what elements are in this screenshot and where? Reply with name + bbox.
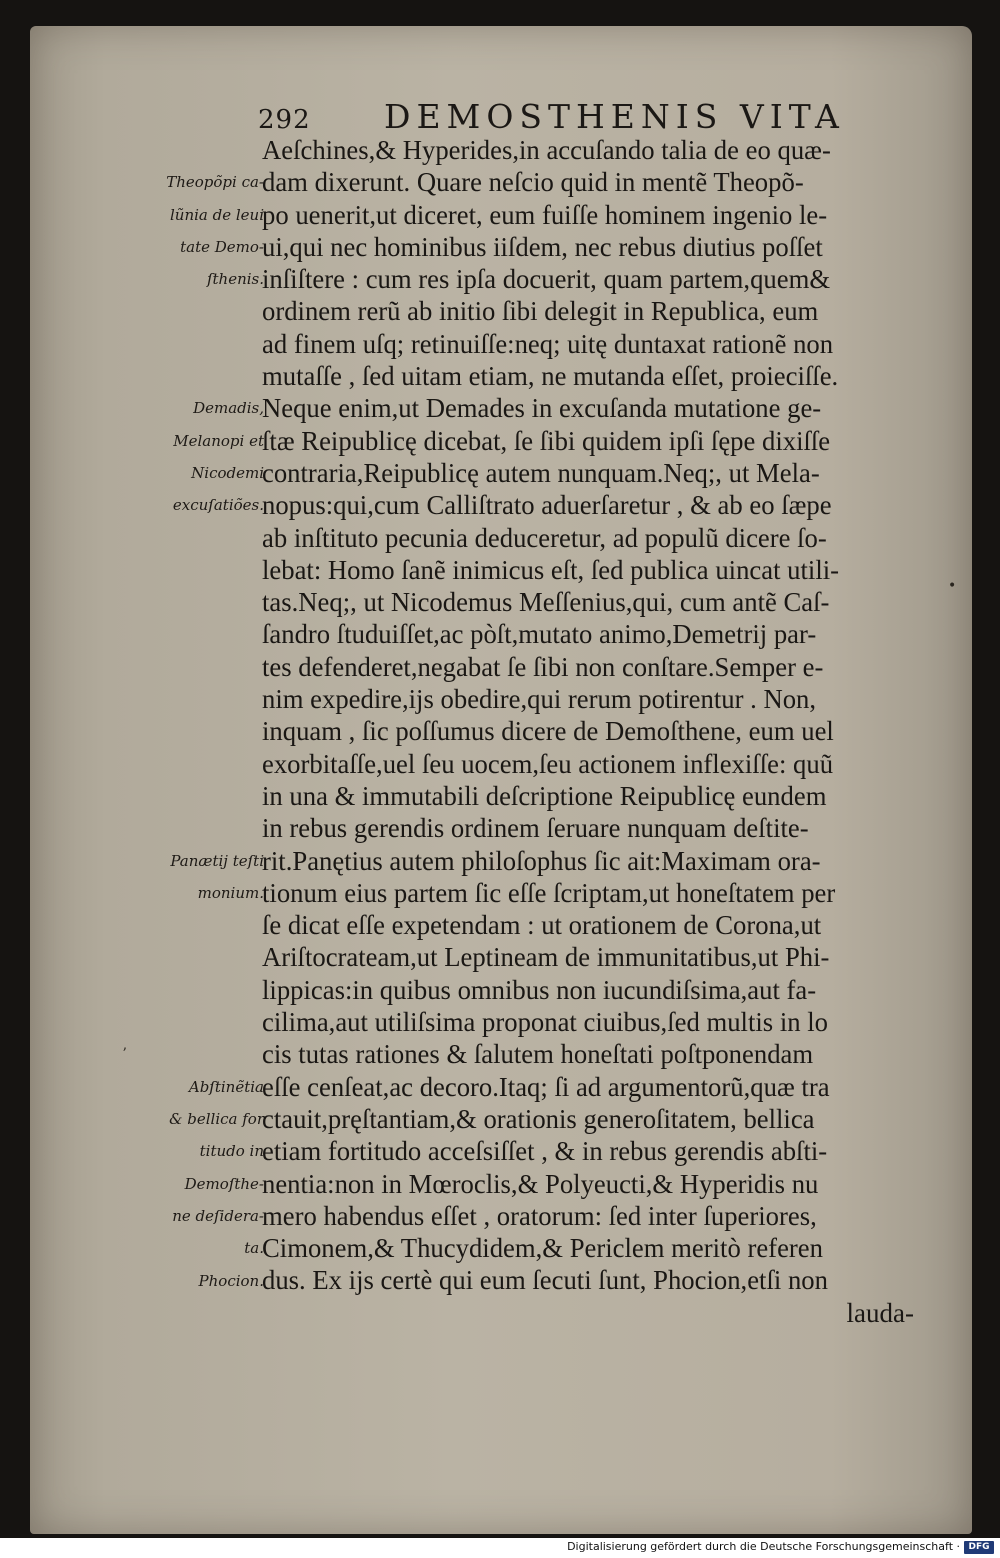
text-line: eſſe cenſeat,ac decoro.Itaq; ſi ad argumentorũ,quæ tra xyxy=(262,1071,830,1102)
text-line: cis tutas rationes & ſalutem honeſtati poſtponendam xyxy=(262,1039,814,1070)
text-line: ad finem uſq; retinuiſſe:neq; uitę duntaxat rationẽ non xyxy=(262,328,834,359)
marginal-note-line: lũnia de leui xyxy=(169,205,264,224)
text-line: Ariſtocrateam,ut Leptineam de immunitatibus,ut Phi- xyxy=(262,942,830,973)
text-line: ſtæ Reipublicę dicebat, ſe ſibi quidem ipſi ſępe dixiſſe xyxy=(262,425,831,456)
text-line: lauda- xyxy=(846,1297,914,1328)
text-line: ordinem rerũ ab initio ſibi delegit in Republica, eum xyxy=(262,296,819,327)
marginal-note xyxy=(110,1265,264,1297)
marginal-note-line: excuſatiões. xyxy=(172,496,264,515)
marginal-note-line: ne deſidera- xyxy=(172,1206,264,1225)
page-number: 292 xyxy=(258,105,311,135)
text-line: Neque enim,ut Demades in excuſanda mutatione ge- xyxy=(262,393,822,424)
marginal-note-line: monium. xyxy=(197,883,264,902)
marginal-note xyxy=(110,166,264,295)
marginal-note-line: titudo in xyxy=(199,1142,264,1161)
footer-bar xyxy=(0,1538,1000,1558)
running-head xyxy=(0,95,1000,135)
text-line: inquam , ſic poſſumus dicere de Demoſthene, eum uel xyxy=(262,716,834,747)
text-line: ſe dicat eſſe expetendam : ut orationem de Corona,ut xyxy=(262,910,822,941)
running-title: DEMOSTHENIS VITA xyxy=(384,97,845,136)
stray-ink-mark: ʼ xyxy=(122,1046,127,1062)
text-line: nim expedire,ijs obedire,qui rerum potirentur . Non, xyxy=(262,684,817,715)
text-line: in una & immutabili deſcriptione Reipublicę eundem xyxy=(262,780,827,811)
marginal-note-line: Nicodemi xyxy=(191,463,264,482)
text-line: ſandro ſtuduiſſet,ac pòſt,mutato animo,Demetrij par- xyxy=(262,619,817,650)
body-text xyxy=(262,134,922,1329)
text-line: ui,qui nec hominibus iiſdem, nec rebus diutius poſſet xyxy=(262,231,823,262)
text-line: po uenerit,ut diceret, eum fuiſſe hominem ingenio le- xyxy=(262,199,828,230)
text-line: Cimonem,& Thucydidem,& Periclem meritò referen xyxy=(262,1233,823,1264)
text-line: mutaſſe , ſed uitam etiam, ne mutanda eſſet, proieciſſe. xyxy=(262,361,839,392)
text-line: rit.Panętius autem philoſophus ſic ait:Maximam ora- xyxy=(262,845,821,876)
text-line: lebat: Homo ſanẽ inimicus eſt, ſed publica uincat utili- xyxy=(262,554,840,585)
text-line: etiam fortitudo acceſsiſſet , & in rebus gerendis abſti- xyxy=(262,1136,828,1167)
text-line: ctauit,pręſtantiam,& orationis generoſitatem, bellica xyxy=(262,1103,815,1134)
text-line: nentia:non in Mœroclis,& Polyeucti,& Hyperidis nu xyxy=(262,1168,819,1199)
text-line: in rebus gerendis ordinem ſeruare nunquam deſtite- xyxy=(262,813,809,844)
marginal-note-line: Demoſthe- xyxy=(184,1174,264,1193)
marginal-note-line: ta. xyxy=(244,1239,264,1258)
text-line: lippicas:in quibus omnibus non iucundiſsima,aut fa- xyxy=(262,974,817,1005)
text-line: mero habendus eſſet , oratorum: ſed inter ſuperiores, xyxy=(262,1200,817,1231)
funding-credit: Digitalisierung gefördert durch die Deutsche Forschungsgemeinschaft · xyxy=(567,1540,960,1553)
marginal-note-line: Phocion. xyxy=(198,1271,264,1290)
text-line: Aeſchines,& Hyperides,in accuſando talia de eo quæ- xyxy=(262,135,831,165)
text-line: nopus:qui,cum Calliſtrato aduerſaretur , & ab eo ſæpe xyxy=(262,490,832,521)
text-line: inſiſtere : cum res ipſa docuerit, quam partem,quem& xyxy=(262,264,831,295)
text-line: ab inſtituto pecunia deduceretur, ad populũ dicere ſo- xyxy=(262,522,827,553)
marginal-note-line: tate Demo- xyxy=(180,237,264,256)
text-line: dam dixerunt. Quare neſcio quid in mentẽ Theopõ- xyxy=(262,167,804,198)
text-line: cilima,aut utiliſsima proponat ciuibus,ſed multis in lo xyxy=(262,1007,828,1038)
text-line: tes defenderet,negabat ſe ſibi non conſtare.Semper e- xyxy=(262,651,824,682)
stray-ink-mark: • xyxy=(948,578,957,594)
marginal-note xyxy=(110,392,264,521)
text-line: exorbitaſſe,uel ſeu uocem,ſeu actionem inflexiſſe: quũ xyxy=(262,748,834,779)
marginal-note-line: Panætij teſti xyxy=(170,851,264,870)
marginal-note xyxy=(110,1071,264,1265)
marginal-note-line: ſthenis. xyxy=(206,270,264,289)
marginal-note xyxy=(110,845,264,910)
marginal-note-line: Abſtinẽtia xyxy=(188,1077,264,1096)
marginal-note-line: Theopõpi ca- xyxy=(166,173,264,192)
text-line: dus. Ex ijs certè qui eum ſecuti ſunt, Phocion,etſi non xyxy=(262,1265,828,1296)
dfg-logo-icon: DFG xyxy=(964,1541,994,1554)
text-line: contraria,Reipublicę autem nunquam.Neq;, ut Mela- xyxy=(262,457,820,488)
text-line: tas.Neq;, ut Nicodemus Meſſenius,qui, cum antẽ Caſ- xyxy=(262,587,830,618)
marginal-note-line: & bellica for xyxy=(169,1109,264,1128)
text-line: tionum eius partem ſic eſſe ſcriptam,ut honeſtatem per xyxy=(262,877,836,908)
marginal-note-line: Demadis, xyxy=(193,399,264,418)
marginal-note-line: Melanopi et xyxy=(173,431,264,450)
